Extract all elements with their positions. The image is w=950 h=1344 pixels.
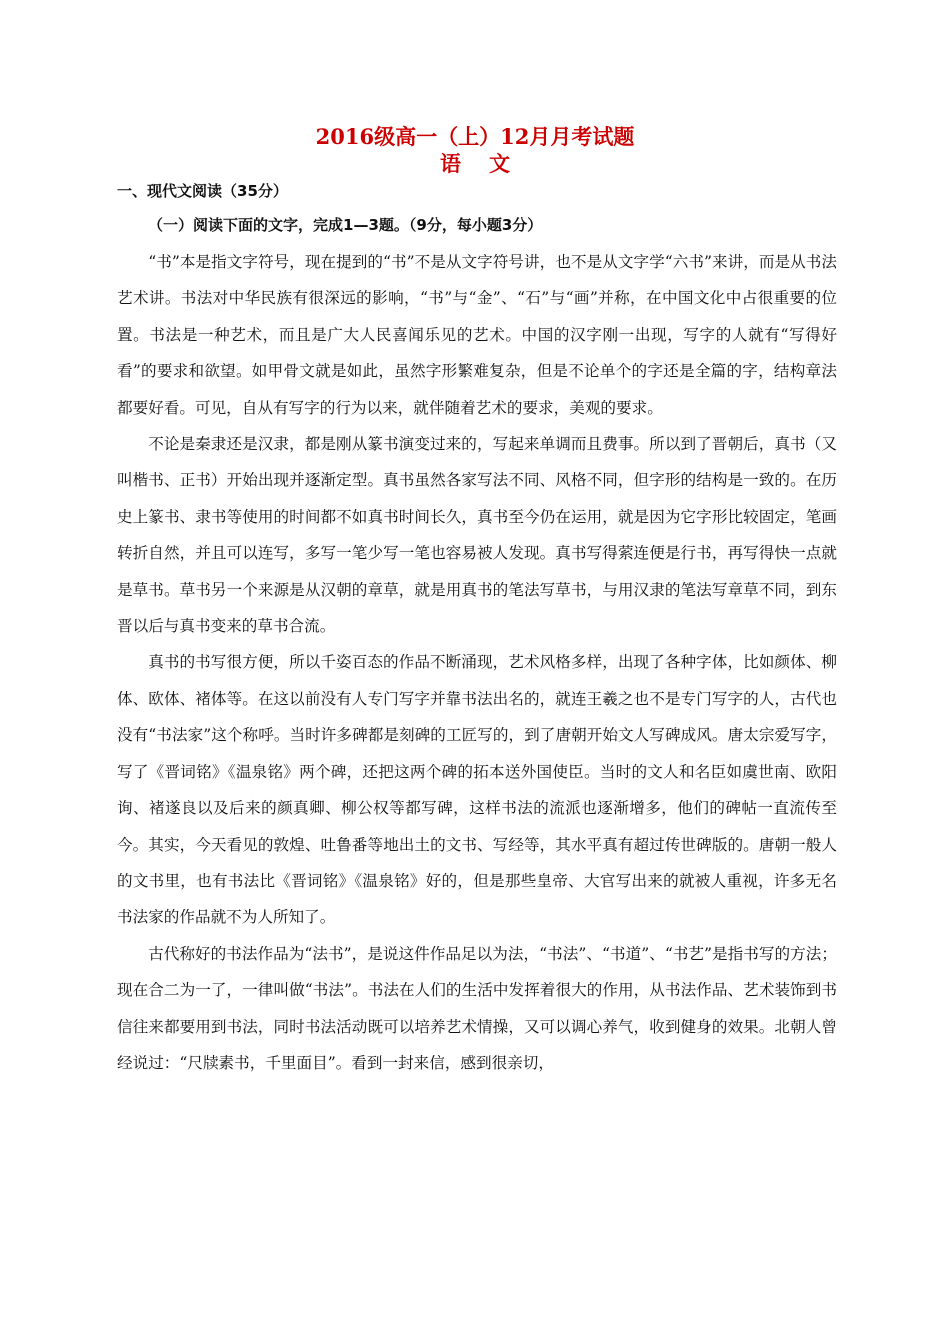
passage-paragraph-2: 不论是秦隶还是汉隶，都是刚从篆书演变过来的，写起来单调而且费事。所以到了晋朝后，真书（又叫楷书、正书）开始出现并逐渐定型。真书虽然各家写法不同、风格不同，但字形的结构是一致的。在历史上篆书、隶书等使用的时间都不如真书时间长久，真书至今仍在运用，就是因为它字形比较固定，笔画转折自然，并且可以连写，多写一笔少写一笔也容易被人发现。真书写得萦连便是行书，再写得快一点就是草书。草书另一个来源是从汉朝的章草，就是用真书的笔法写草书，与用汉隶的笔法写章草不同，到东晋以后与真书变来的草书合流。	[117, 435, 837, 636]
section-heading: 一、现代文阅读（35分）	[117, 182, 288, 200]
reading-passage	[117, 244, 837, 1081]
subject-char-2: 文	[489, 151, 510, 176]
exam-title: 2016级高一（上）12月月考试题	[315, 124, 635, 149]
subject-char-1: 语	[440, 151, 461, 176]
subject-title	[0, 150, 950, 178]
passage-paragraph-4: 古代称好的书法作品为“法书”，是说这件作品足以为法，“书法”、“书道”、“书艺”是指书写的方法；现在合二为一了，一律叫做“书法”。书法在人们的生活中发挥着很大的作用，从书法作品、艺术装饰到书信往来都要用到书法，同时书法活动既可以培养艺术情操，又可以调心养气，收到健身的效果。北朝人曾经说过：“尺牍素书，千里面目”。看到一封来信，感到很亲切，	[117, 944, 837, 1072]
reading-instructions: （一）阅读下面的文字，完成1—3题。（9分，每小题3分）	[148, 216, 543, 234]
passage-paragraph-1: “书”本是指文字符号，现在提到的“书”不是从文字符号讲，也不是从文字学“六书”来讲，而是从书法艺术讲。书法对中华民族有很深远的影响，“书”与“金”、“石”与“画”并称，在中国文化中占很重要的位置。书法是一种艺术，而且是广大人民喜闻乐见的艺术。中国的汉字刚一出现，写字的人就有“写得好看”的要求和欲望。如甲骨文就是如此，虽然字形繁难复杂，但是不论单个的字还是全篇的字，结构章法都要好看。可见，自从有写字的行为以来，就伴随着艺术的要求，美观的要求。	[117, 253, 837, 417]
passage-paragraph-3: 真书的书写很方便，所以千姿百态的作品不断涌现，艺术风格多样，出现了各种字体，比如颜体、柳体、欧体、褚体等。在这以前没有人专门写字并靠书法出名的，就连王羲之也不是专门写字的人，古代也没有“书法家”这个称呼。当时许多碑都是刻碑的工匠写的，到了唐朝开始文人写碑成风。唐太宗爱写字，写了《晋词铭》《温泉铭》两个碑，还把这两个碑的拓本送外国使臣。当时的文人和名臣如虞世南、欧阳询、褚遂良以及后来的颜真卿、柳公权等都写碑，这样书法的流派也逐渐增多，他们的碑帖一直流传至今。其实，今天看见的敦煌、吐鲁番等地出土的文书、写经等，其水平真有超过传世碑版的。唐朝一般人的文书里，也有书法比《晋词铭》《温泉铭》好的，但是那些皇帝、大官写出来的就被人重视，许多无名书法家的作品就不为人所知了。	[117, 653, 837, 927]
